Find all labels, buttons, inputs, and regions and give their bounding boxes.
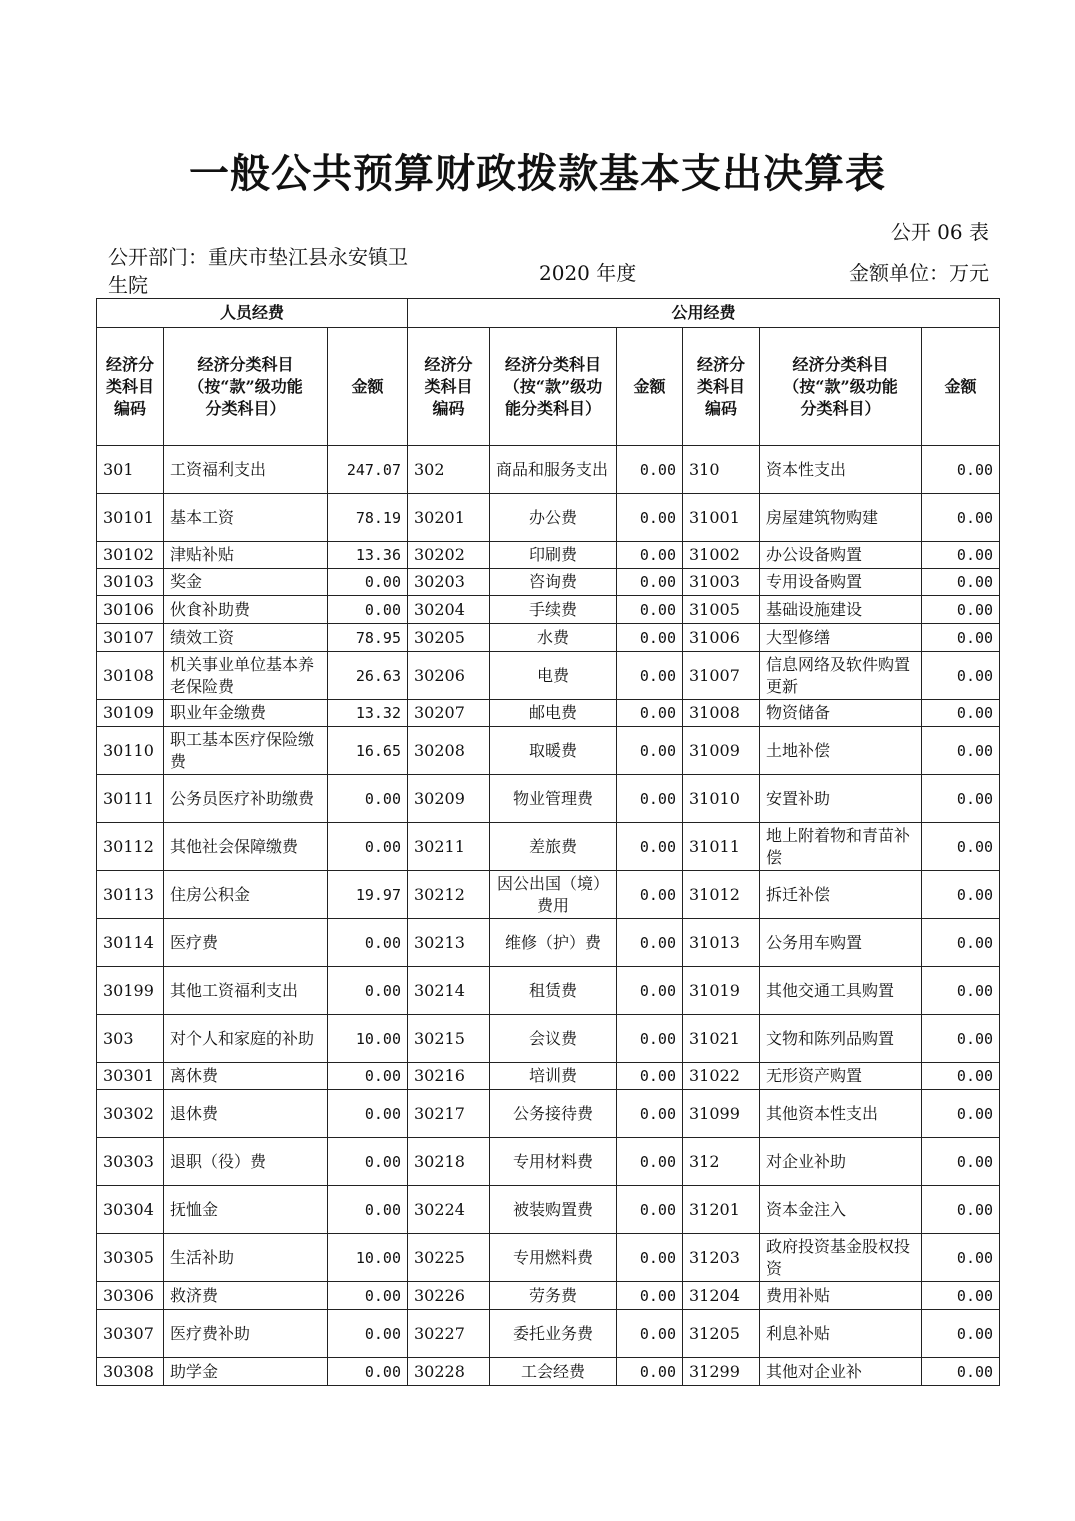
personnel-name-cell: 住房公积金 [164,871,328,919]
personnel-code-cell: 30107 [97,624,164,652]
public-goods-amount-cell: 0.00 [617,652,683,700]
public-capital-code-cell: 31019 [683,967,760,1015]
public-capital-amount-cell: 0.00 [922,652,1000,700]
public-capital-name-cell: 费用补贴 [760,1282,922,1310]
public-capital-name-cell: 土地补偿 [760,727,922,775]
public-capital-name-cell: 房屋建筑物购建 [760,494,922,542]
public-goods-amount-cell: 0.00 [617,494,683,542]
table-row [97,919,1000,967]
public-capital-code-cell: 31012 [683,871,760,919]
public-capital-code-cell: 31205 [683,1310,760,1358]
col-header-name: 经济分类科目（按“款”级功能分类科目） [490,328,617,446]
public-capital-amount-cell: 0.00 [922,700,1000,727]
public-capital-amount-cell: 0.00 [922,624,1000,652]
public-goods-code-cell: 30227 [408,1310,490,1358]
public-capital-name-cell: 公务用车购置 [760,919,922,967]
personnel-code-cell: 30112 [97,823,164,871]
public-goods-name-cell: 取暖费 [490,727,617,775]
group-personnel: 人员经费 [97,299,408,328]
personnel-name-cell: 助学金 [164,1358,328,1386]
personnel-name-cell: 退职（役）费 [164,1138,328,1186]
fiscal-year: 2020 年度 [539,261,637,285]
public-goods-name-cell: 专用材料费 [490,1138,617,1186]
public-capital-amount-cell: 0.00 [922,1186,1000,1234]
public-capital-amount-cell: 0.00 [922,1358,1000,1386]
public-goods-code-cell: 30202 [408,542,490,569]
public-goods-name-cell: 电费 [490,652,617,700]
public-goods-amount-cell: 0.00 [617,727,683,775]
public-capital-name-cell: 基础设施建设 [760,596,922,624]
public-goods-amount-cell: 0.00 [617,1138,683,1186]
personnel-code-cell: 30101 [97,494,164,542]
public-goods-name-cell: 租赁费 [490,967,617,1015]
public-goods-amount-cell: 0.00 [617,823,683,871]
table-row [97,1090,1000,1138]
public-capital-amount-cell: 0.00 [922,596,1000,624]
public-goods-code-cell: 30203 [408,569,490,596]
personnel-code-cell: 30109 [97,700,164,727]
public-capital-code-cell: 31002 [683,542,760,569]
personnel-code-cell: 30114 [97,919,164,967]
personnel-code-cell: 30199 [97,967,164,1015]
page-title: 一般公共预算财政拨款基本支出决算表 [189,150,886,197]
public-capital-code-cell: 31008 [683,700,760,727]
public-goods-name-cell: 手续费 [490,596,617,624]
personnel-amount-cell: 0.00 [328,596,408,624]
table-row [97,624,1000,652]
public-goods-amount-cell: 0.00 [617,596,683,624]
personnel-code-cell: 30304 [97,1186,164,1234]
public-goods-name-cell: 劳务费 [490,1282,617,1310]
public-capital-code-cell: 31007 [683,652,760,700]
col-header-amount: 金额 [922,328,1000,446]
public-capital-amount-cell: 0.00 [922,1015,1000,1063]
public-capital-code-cell: 31003 [683,569,760,596]
col-header-code: 经济分类科目编码 [683,328,760,446]
public-goods-amount-cell: 0.00 [617,542,683,569]
public-capital-amount-cell: 0.00 [922,446,1000,494]
personnel-name-cell: 医疗费 [164,919,328,967]
public-capital-amount-cell: 0.00 [922,1063,1000,1090]
table-row [97,967,1000,1015]
public-goods-code-cell: 30213 [408,919,490,967]
public-capital-name-cell: 无形资产购置 [760,1063,922,1090]
public-capital-code-cell: 31013 [683,919,760,967]
public-goods-amount-cell: 0.00 [617,1186,683,1234]
personnel-name-cell: 医疗费补助 [164,1310,328,1358]
public-capital-amount-cell: 0.00 [922,871,1000,919]
public-capital-amount-cell: 0.00 [922,823,1000,871]
public-capital-amount-cell: 0.00 [922,1234,1000,1282]
public-capital-code-cell: 31204 [683,1282,760,1310]
personnel-name-cell: 津贴补贴 [164,542,328,569]
personnel-name-cell: 对个人和家庭的补助 [164,1015,328,1063]
public-goods-code-cell: 30206 [408,652,490,700]
public-capital-name-cell: 其他资本性支出 [760,1090,922,1138]
personnel-code-cell: 30110 [97,727,164,775]
public-goods-code-cell: 30207 [408,700,490,727]
public-capital-name-cell: 利息补贴 [760,1310,922,1358]
public-goods-amount-cell: 0.00 [617,1282,683,1310]
public-goods-name-cell: 委托业务费 [490,1310,617,1358]
table-row [97,871,1000,919]
col-header-amount: 金额 [617,328,683,446]
personnel-name-cell: 绩效工资 [164,624,328,652]
public-capital-amount-cell: 0.00 [922,919,1000,967]
public-capital-amount-cell: 0.00 [922,775,1000,823]
personnel-name-cell: 离休费 [164,1063,328,1090]
col-header-amount: 金额 [328,328,408,446]
public-capital-amount-cell: 0.00 [922,569,1000,596]
personnel-name-cell: 职业年金缴费 [164,700,328,727]
personnel-code-cell: 30308 [97,1358,164,1386]
personnel-amount-cell: 247.07 [328,446,408,494]
personnel-name-cell: 公务员医疗补助缴费 [164,775,328,823]
public-capital-name-cell: 对企业补助 [760,1138,922,1186]
public-goods-code-cell: 30228 [408,1358,490,1386]
personnel-code-cell: 30111 [97,775,164,823]
personnel-name-cell: 其他社会保障缴费 [164,823,328,871]
personnel-amount-cell: 0.00 [328,967,408,1015]
public-capital-code-cell: 31203 [683,1234,760,1282]
personnel-amount-cell: 0.00 [328,1138,408,1186]
table-row [97,446,1000,494]
personnel-name-cell: 生活补助 [164,1234,328,1282]
public-capital-name-cell: 物资储备 [760,700,922,727]
department-label: 公开部门：重庆市垫江县永安镇卫生院 [108,245,408,297]
personnel-code-cell: 30301 [97,1063,164,1090]
table-row [97,700,1000,727]
public-goods-name-cell: 维修（护）费 [490,919,617,967]
amount-unit: 金额单位：万元 [849,261,989,285]
personnel-amount-cell: 0.00 [328,919,408,967]
public-capital-name-cell: 大型修缮 [760,624,922,652]
personnel-name-cell: 抚恤金 [164,1186,328,1234]
public-goods-amount-cell: 0.00 [617,1358,683,1386]
form-number: 公开 06 表 [890,220,989,244]
public-capital-code-cell: 31021 [683,1015,760,1063]
public-goods-name-cell: 水费 [490,624,617,652]
public-capital-amount-cell: 0.00 [922,494,1000,542]
public-capital-amount-cell: 0.00 [922,542,1000,569]
table-row [97,1186,1000,1234]
public-capital-name-cell: 信息网络及软件购置更新 [760,652,922,700]
personnel-amount-cell: 13.36 [328,542,408,569]
public-goods-name-cell: 被装购置费 [490,1186,617,1234]
public-goods-code-cell: 30214 [408,967,490,1015]
table-row [97,1234,1000,1282]
public-goods-code-cell: 30218 [408,1138,490,1186]
table-row [97,1310,1000,1358]
table-row [97,1015,1000,1063]
personnel-amount-cell: 0.00 [328,1090,408,1138]
public-goods-code-cell: 30225 [408,1234,490,1282]
personnel-name-cell: 职工基本医疗保险缴费 [164,727,328,775]
public-capital-code-cell: 312 [683,1138,760,1186]
personnel-name-cell: 基本工资 [164,494,328,542]
personnel-code-cell: 30108 [97,652,164,700]
public-goods-code-cell: 30211 [408,823,490,871]
col-header-name: 经济分类科目（按“款”级功能分类科目） [164,328,328,446]
table-row [97,1138,1000,1186]
personnel-name-cell: 其他工资福利支出 [164,967,328,1015]
table-row [97,727,1000,775]
public-goods-amount-cell: 0.00 [617,1063,683,1090]
public-goods-code-cell: 30204 [408,596,490,624]
personnel-code-cell: 30305 [97,1234,164,1282]
table-row [97,596,1000,624]
personnel-amount-cell: 13.32 [328,700,408,727]
personnel-code-cell: 30113 [97,871,164,919]
personnel-name-cell: 奖金 [164,569,328,596]
public-goods-amount-cell: 0.00 [617,700,683,727]
public-goods-code-cell: 302 [408,446,490,494]
public-goods-code-cell: 30208 [408,727,490,775]
personnel-name-cell: 工资福利支出 [164,446,328,494]
personnel-amount-cell: 0.00 [328,1282,408,1310]
personnel-amount-cell: 10.00 [328,1234,408,1282]
public-goods-amount-cell: 0.00 [617,967,683,1015]
personnel-code-cell: 30103 [97,569,164,596]
public-goods-amount-cell: 0.00 [617,569,683,596]
public-goods-name-cell: 办公费 [490,494,617,542]
public-goods-amount-cell: 0.00 [617,624,683,652]
table-row [97,494,1000,542]
public-goods-amount-cell: 0.00 [617,1015,683,1063]
budget-table [96,298,1000,1386]
personnel-amount-cell: 0.00 [328,775,408,823]
personnel-amount-cell: 19.97 [328,871,408,919]
public-goods-code-cell: 30201 [408,494,490,542]
public-goods-code-cell: 30226 [408,1282,490,1310]
public-goods-name-cell: 印刷费 [490,542,617,569]
table-row [97,542,1000,569]
public-capital-code-cell: 310 [683,446,760,494]
public-goods-name-cell: 公务接待费 [490,1090,617,1138]
public-capital-name-cell: 文物和陈列品购置 [760,1015,922,1063]
table-row [97,652,1000,700]
public-capital-name-cell: 其他对企业补 [760,1358,922,1386]
table-row [97,1063,1000,1090]
personnel-amount-cell: 0.00 [328,1186,408,1234]
public-goods-name-cell: 咨询费 [490,569,617,596]
table-row [97,1282,1000,1310]
public-capital-code-cell: 31006 [683,624,760,652]
personnel-amount-cell: 16.65 [328,727,408,775]
public-goods-code-cell: 30224 [408,1186,490,1234]
personnel-name-cell: 救济费 [164,1282,328,1310]
public-capital-name-cell: 资本性支出 [760,446,922,494]
personnel-amount-cell: 0.00 [328,1063,408,1090]
personnel-code-cell: 303 [97,1015,164,1063]
public-goods-name-cell: 差旅费 [490,823,617,871]
public-capital-code-cell: 31005 [683,596,760,624]
public-capital-name-cell: 拆迁补偿 [760,871,922,919]
personnel-amount-cell: 0.00 [328,1358,408,1386]
personnel-code-cell: 30102 [97,542,164,569]
public-capital-code-cell: 31011 [683,823,760,871]
public-goods-name-cell: 专用燃料费 [490,1234,617,1282]
public-capital-code-cell: 31010 [683,775,760,823]
table-row [97,1358,1000,1386]
public-goods-amount-cell: 0.00 [617,1234,683,1282]
personnel-name-cell: 伙食补助费 [164,596,328,624]
personnel-code-cell: 30307 [97,1310,164,1358]
public-goods-name-cell: 因公出国（境）费用 [490,871,617,919]
public-goods-name-cell: 商品和服务支出 [490,446,617,494]
public-goods-amount-cell: 0.00 [617,1310,683,1358]
public-capital-name-cell: 地上附着物和青苗补偿 [760,823,922,871]
public-capital-amount-cell: 0.00 [922,1138,1000,1186]
public-capital-name-cell: 政府投资基金股权投资 [760,1234,922,1282]
personnel-amount-cell: 0.00 [328,823,408,871]
public-goods-code-cell: 30209 [408,775,490,823]
personnel-amount-cell: 26.63 [328,652,408,700]
public-goods-code-cell: 30216 [408,1063,490,1090]
public-capital-name-cell: 办公设备购置 [760,542,922,569]
public-capital-name-cell: 资本金注入 [760,1186,922,1234]
personnel-code-cell: 301 [97,446,164,494]
public-capital-amount-cell: 0.00 [922,1282,1000,1310]
public-capital-code-cell: 31299 [683,1358,760,1386]
public-capital-amount-cell: 0.00 [922,967,1000,1015]
public-goods-name-cell: 工会经费 [490,1358,617,1386]
personnel-amount-cell: 10.00 [328,1015,408,1063]
public-capital-amount-cell: 0.00 [922,1310,1000,1358]
personnel-code-cell: 30302 [97,1090,164,1138]
public-capital-code-cell: 31009 [683,727,760,775]
col-header-name: 经济分类科目（按“款”级功能分类科目） [760,328,922,446]
personnel-code-cell: 30306 [97,1282,164,1310]
public-goods-amount-cell: 0.00 [617,1090,683,1138]
public-goods-amount-cell: 0.00 [617,446,683,494]
public-goods-amount-cell: 0.00 [617,775,683,823]
group-public: 公用经费 [408,299,1000,328]
public-capital-code-cell: 31001 [683,494,760,542]
table-row [97,569,1000,596]
col-header-code: 经济分类科目编码 [408,328,490,446]
public-capital-code-cell: 31201 [683,1186,760,1234]
table-row [97,823,1000,871]
personnel-amount-cell: 0.00 [328,569,408,596]
public-capital-amount-cell: 0.00 [922,1090,1000,1138]
public-capital-amount-cell: 0.00 [922,727,1000,775]
personnel-code-cell: 30303 [97,1138,164,1186]
public-goods-code-cell: 30215 [408,1015,490,1063]
public-goods-amount-cell: 0.00 [617,871,683,919]
public-goods-name-cell: 邮电费 [490,700,617,727]
public-goods-amount-cell: 0.00 [617,919,683,967]
public-goods-code-cell: 30205 [408,624,490,652]
personnel-name-cell: 退休费 [164,1090,328,1138]
public-goods-name-cell: 培训费 [490,1063,617,1090]
public-capital-name-cell: 安置补助 [760,775,922,823]
public-goods-name-cell: 会议费 [490,1015,617,1063]
public-goods-code-cell: 30212 [408,871,490,919]
personnel-amount-cell: 78.95 [328,624,408,652]
public-capital-code-cell: 31099 [683,1090,760,1138]
personnel-amount-cell: 78.19 [328,494,408,542]
public-capital-name-cell: 专用设备购置 [760,569,922,596]
personnel-name-cell: 机关事业单位基本养老保险费 [164,652,328,700]
personnel-amount-cell: 0.00 [328,1310,408,1358]
personnel-code-cell: 30106 [97,596,164,624]
public-capital-name-cell: 其他交通工具购置 [760,967,922,1015]
table-row [97,775,1000,823]
public-capital-code-cell: 31022 [683,1063,760,1090]
col-header-code: 经济分类科目编码 [97,328,164,446]
public-goods-name-cell: 物业管理费 [490,775,617,823]
public-goods-code-cell: 30217 [408,1090,490,1138]
